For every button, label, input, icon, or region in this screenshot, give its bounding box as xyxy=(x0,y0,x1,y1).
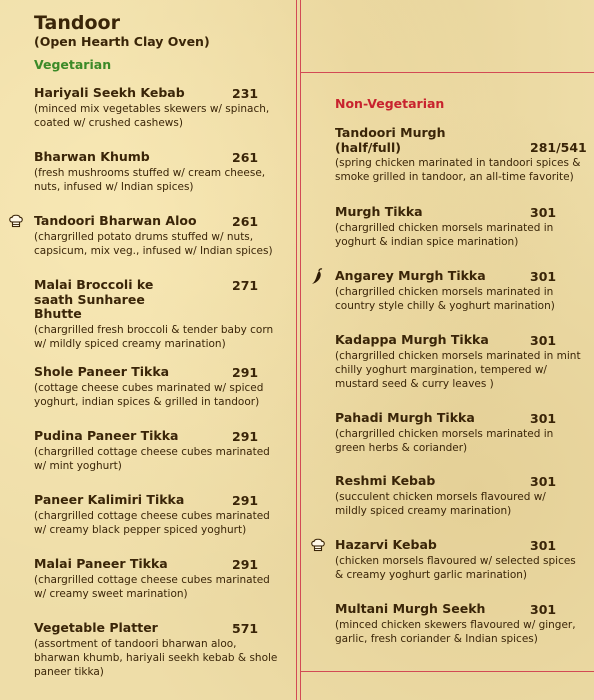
veg-heading: Vegetarian xyxy=(34,57,112,72)
menu-item xyxy=(335,474,581,518)
item-desc: (cottage cheese cubes marinated w/ spiced yoghurt, indian spices & grilled in tandoor) xyxy=(34,381,264,408)
item-desc: (chargrilled chicken morsels marinated in yoghurt & indian spice marination) xyxy=(335,221,554,248)
item-price: 261 xyxy=(232,150,259,165)
menu-item xyxy=(34,429,274,473)
item-price: 301 xyxy=(530,333,557,348)
item-name: Malai Paneer Tikka xyxy=(34,556,168,571)
nonveg-top-rule xyxy=(300,72,594,73)
column-divider-left xyxy=(296,0,297,700)
item-desc: (chargrilled cottage cheese cubes marinated w/ mint yoghurt) xyxy=(34,445,270,472)
item-name: Shole Paneer Tikka xyxy=(34,364,170,379)
item-desc: (chargrilled cottage cheese cubes marinated w/ creamy black pepper spiced yoghurt) xyxy=(34,509,270,536)
item-desc: (spring chicken marinated in tandoori spices & smoke grilled in tandoor, an all-time favorite) xyxy=(335,157,581,183)
item-name: Pahadi Murgh Tikka xyxy=(335,410,475,425)
menu-item xyxy=(34,557,274,601)
item-name: Hariyali Seekh Kebab xyxy=(34,85,185,100)
menu-item xyxy=(335,411,581,455)
menu-item xyxy=(335,538,581,582)
item-price: 301 xyxy=(530,474,557,489)
item-price: 291 xyxy=(232,493,259,508)
item-price: 301 xyxy=(530,538,557,553)
item-price: 571 xyxy=(232,621,259,636)
menu-item xyxy=(335,125,587,184)
menu-item xyxy=(335,205,581,249)
menu-item xyxy=(34,86,274,130)
item-desc: (chargrilled chicken morsels marinated in country style chilly & yoghurt marination) xyxy=(335,285,555,312)
item-desc: (minced mix vegetables skewers w/ spinach, coated w/ crushed cashews) xyxy=(34,102,270,129)
column-divider-right xyxy=(300,0,301,700)
item-desc: (fresh mushrooms stuffed w/ cream cheese, nuts, infused w/ Indian spices) xyxy=(34,166,266,193)
item-price: 281/541 xyxy=(530,140,587,155)
item-price: 231 xyxy=(232,86,259,101)
item-desc: (chargrilled cottage cheese cubes marinated w/ creamy sweet marination) xyxy=(34,573,270,600)
menu-item xyxy=(34,365,274,409)
item-desc: (chargrilled chicken morsels marinated in green herbs & coriander) xyxy=(335,427,554,454)
item-price: 301 xyxy=(530,602,557,617)
item-desc: (succulent chicken morsels flavoured w/ mildly spiced creamy marination) xyxy=(335,490,546,517)
chilli-icon xyxy=(309,268,325,290)
item-name: Bharwan Khumb xyxy=(34,149,150,164)
menu-item xyxy=(34,150,274,194)
item-name: Reshmi Kebab xyxy=(335,473,436,488)
item-desc: (minced chicken skewers flavoured w/ ginger, garlic, fresh coriander & Indian spices) xyxy=(335,618,576,645)
item-price: 271 xyxy=(232,278,259,293)
item-name: Kadappa Murgh Tikka xyxy=(335,332,489,347)
item-name: Multani Murgh Seekh xyxy=(335,601,486,616)
page-subtitle: (Open Hearth Clay Oven) xyxy=(34,34,210,49)
item-name: Murgh Tikka xyxy=(335,204,423,219)
item-price: 301 xyxy=(530,411,557,426)
item-desc: (chargrilled chicken morsels marinated in mint chilly yoghurt margination, tempered w/ mustard seed & curry leaves ) xyxy=(335,349,581,390)
nonveg-bottom-rule xyxy=(300,671,594,672)
item-name: Vegetable Platter xyxy=(34,620,158,635)
item-price: 291 xyxy=(232,365,259,380)
nonveg-heading: Non-Vegetarian xyxy=(335,96,445,111)
item-price: 291 xyxy=(232,557,259,572)
menu-item xyxy=(34,214,274,258)
item-name: Paneer Kalimiri Tikka xyxy=(34,492,185,507)
item-name: Tandoori Murgh (half/full) xyxy=(335,125,446,155)
chef-hat-icon xyxy=(9,214,23,234)
item-name: Tandoori Bharwan Aloo xyxy=(34,213,197,228)
item-price: 301 xyxy=(530,205,557,220)
menu-item xyxy=(335,269,581,313)
menu-item xyxy=(34,621,280,679)
menu-item xyxy=(34,493,274,537)
item-desc: (assortment of tandoori bharwan aloo, bharwan khumb, hariyali seekh kebab & shole paneer tikka) xyxy=(34,637,278,678)
menu-item xyxy=(335,602,581,646)
page-title: Tandoor xyxy=(34,12,120,34)
item-name: Pudina Paneer Tikka xyxy=(34,428,179,443)
item-desc: (chicken morsels flavoured w/ selected spices & creamy yoghurt garlic marination) xyxy=(335,554,576,581)
item-name: Malai Broccoli ke saath Sunharee Bhutte xyxy=(34,277,154,321)
item-desc: (chargrilled fresh broccoli & tender baby corn w/ mildly spiced creamy marination) xyxy=(34,323,274,350)
item-name: Hazarvi Kebab xyxy=(335,537,437,552)
menu-item xyxy=(335,333,581,391)
chef-hat-icon xyxy=(311,538,325,558)
item-price: 261 xyxy=(232,214,259,229)
item-price: 301 xyxy=(530,269,557,284)
item-price: 291 xyxy=(232,429,259,444)
item-desc: (chargrilled potato drums stuffed w/ nuts, capsicum, mix veg., infused w/ Indian spices) xyxy=(34,230,273,257)
item-name: Angarey Murgh Tikka xyxy=(335,268,486,283)
menu-item xyxy=(34,278,274,351)
